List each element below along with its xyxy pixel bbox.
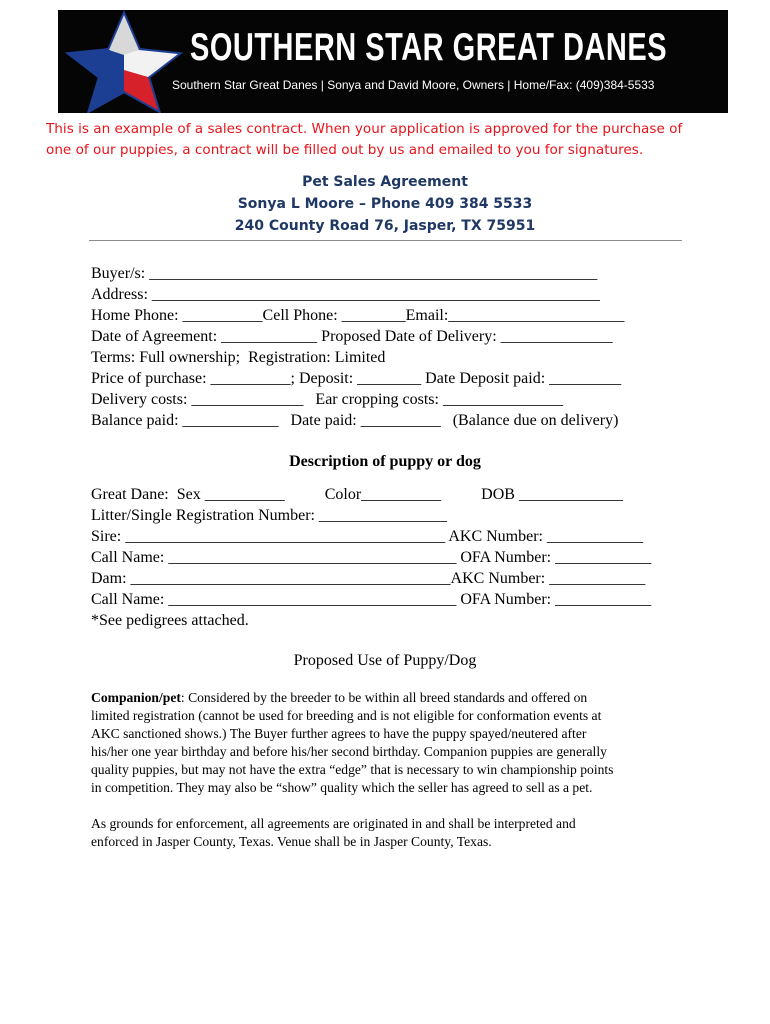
enforcement-text: enforced in Jasper County, Texas. Venue shall be in Jasper County, Texas. xyxy=(91,834,492,849)
puppy-description-heading: Description of puppy or dog xyxy=(289,453,481,470)
agreement-title: Pet Sales Agreement xyxy=(302,174,468,190)
notice-line: This is an example of a sales contract. When your application is approved for the purchase of xyxy=(46,121,683,137)
buyer-field: Buyer/s: ________________________________________________________ xyxy=(91,265,598,282)
dam-field: Dam: ________________________________________AKC Number: ____________ xyxy=(91,570,646,587)
companion-paragraph xyxy=(91,689,681,797)
companion-text: in competition. They may also be “show” quality which the seller has agreed to sell as a pet. xyxy=(91,780,593,795)
companion-text: quality puppies, but may not have the extra “edge” that is necessary to win championship points xyxy=(91,762,614,777)
sex-color-dob-field: Great Dane: Sex __________ Color__________ DOB _____________ xyxy=(91,486,623,503)
companion-text: limited registration (cannot be used for breeding and is not eligible for conformation events at xyxy=(91,708,602,723)
registration-number-field: Litter/Single Registration Number: ________________ xyxy=(91,507,447,524)
companion-text: AKC sanctioned shows.) The Buyer further agrees to have the puppy spayed/neutered after xyxy=(91,726,587,741)
companion-text: his/her one year birthday and before his/her second birthday. Companion puppies are generally xyxy=(91,744,607,759)
brand-title: SOUTHERN STAR GREAT DANES xyxy=(190,26,668,70)
agreement-date-field: Date of Agreement: ____________ Proposed Date of Delivery: ______________ xyxy=(91,328,613,345)
enforcement-text: As grounds for enforcement, all agreements are originated in and shall be interpreted and xyxy=(91,816,576,831)
address-field: Address: ________________________________________________________ xyxy=(91,286,600,303)
sire-call-name-field: Call Name: ____________________________________ OFA Number: ____________ xyxy=(91,549,652,566)
enforcement-paragraph xyxy=(91,815,681,851)
seller-contact: Sonya L Moore – Phone 409 384 5533 xyxy=(237,196,533,212)
texas-star-icon xyxy=(58,10,193,113)
delivery-costs-field: Delivery costs: ______________ Ear cropping costs: _______________ xyxy=(91,391,563,408)
sales-contract-notice xyxy=(46,119,766,161)
brand-subtitle: Southern Star Great Danes | Sonya and David Moore, Owners | Home/Fax: (409)384-5533 xyxy=(172,78,655,92)
seller-address: 240 County Road 76, Jasper, TX 75951 xyxy=(234,218,536,234)
companion-label: Companion/pet xyxy=(91,690,181,705)
balance-paid-field: Balance paid: ____________ Date paid: __________ (Balance due on delivery) xyxy=(91,412,619,429)
terms-line: Terms: Full ownership; Registration: Limited xyxy=(91,349,386,366)
divider xyxy=(89,240,682,241)
price-deposit-field: Price of purchase: __________; Deposit: ________ Date Deposit paid: _________ xyxy=(91,370,622,387)
phone-email-field: Home Phone: __________Cell Phone: ________Email:______________________ xyxy=(91,307,625,324)
notice-line: one of our puppies, a contract will be filled out by us and emailed to you for signatures. xyxy=(46,142,644,158)
pedigree-note: *See pedigrees attached. xyxy=(91,612,249,629)
header-banner xyxy=(58,10,728,113)
sire-field: Sire: ________________________________________ AKC Number: ____________ xyxy=(91,528,643,545)
proposed-use-heading: Proposed Use of Puppy/Dog xyxy=(293,652,477,669)
dam-call-name-field: Call Name: ____________________________________ OFA Number: ____________ xyxy=(91,591,652,608)
companion-text: : Considered by the breeder to be within all breed standards and offered on xyxy=(180,690,588,705)
